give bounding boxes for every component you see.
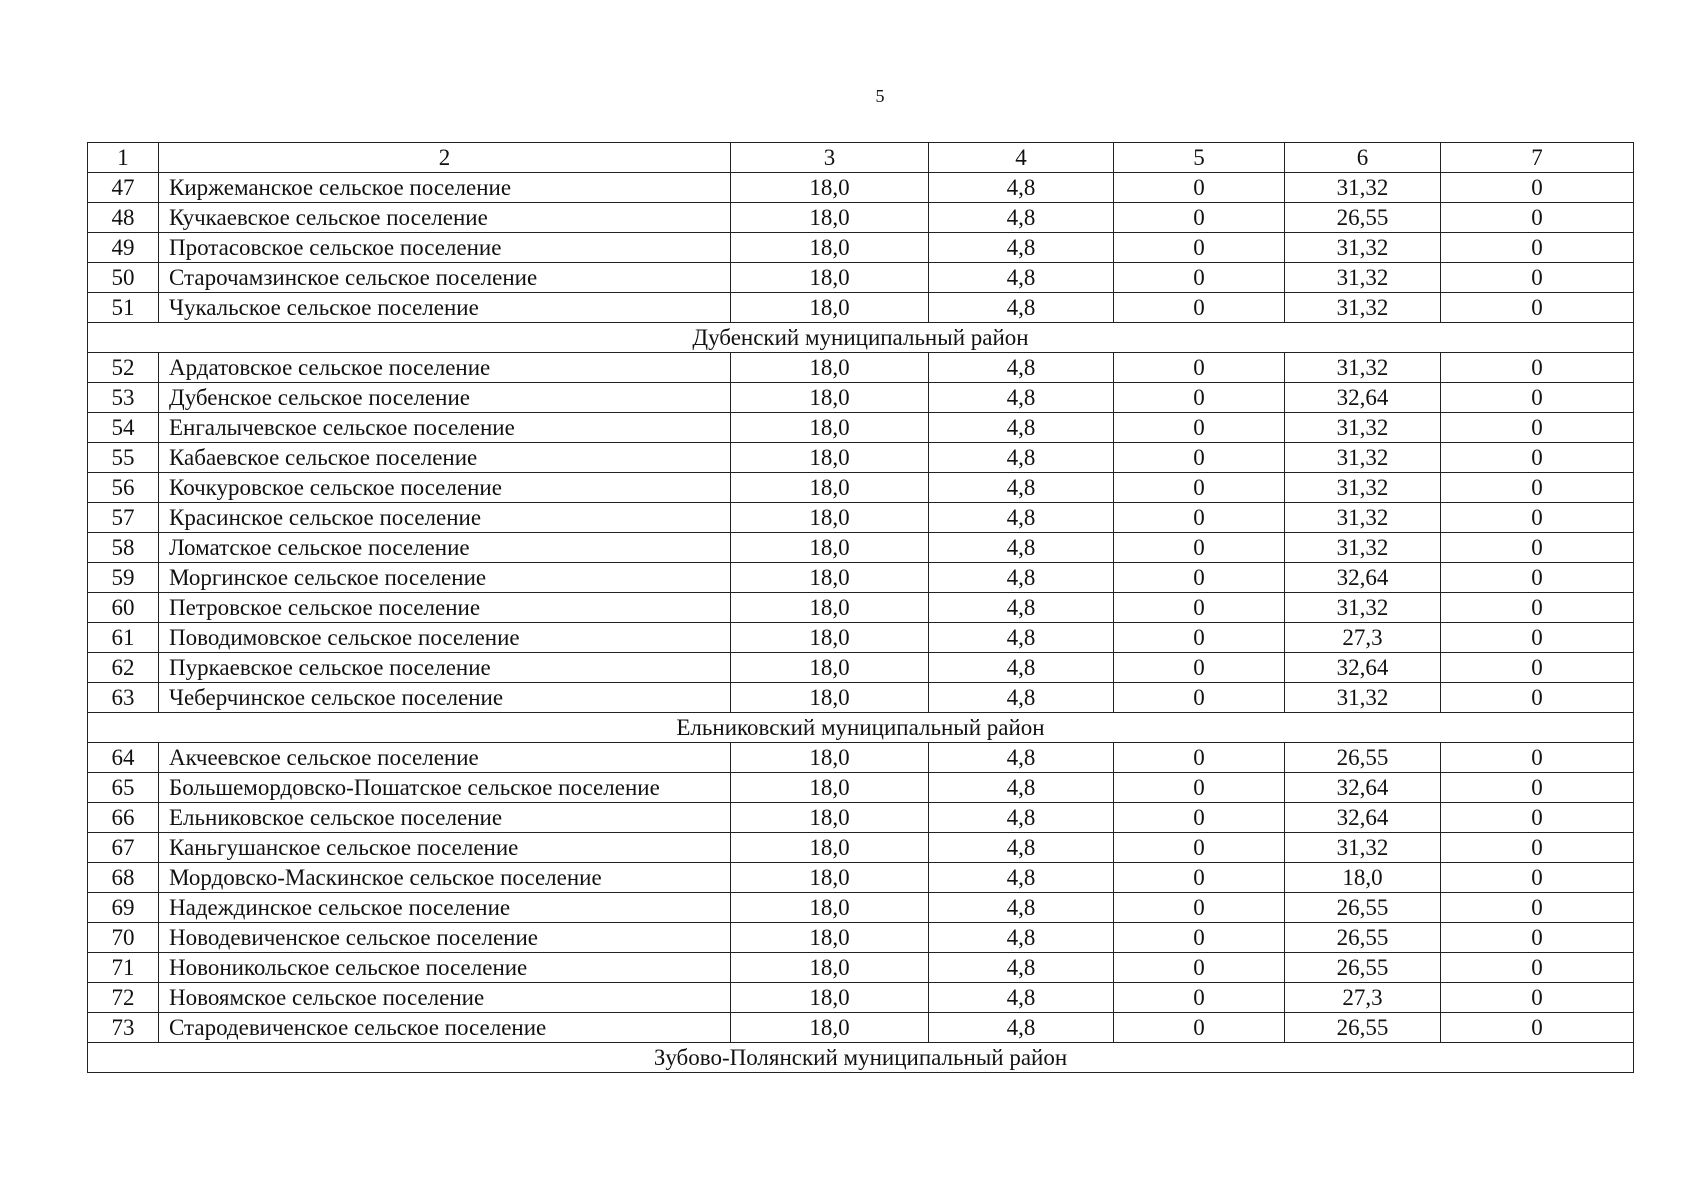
- row-number: 58: [88, 533, 159, 563]
- col3-value: 18,0: [731, 653, 929, 683]
- row-number: 56: [88, 473, 159, 503]
- col3-value: 18,0: [731, 563, 929, 593]
- col5-value: 0: [1114, 443, 1285, 473]
- settlement-name: Чукальское сельское поселение: [159, 293, 731, 323]
- col6-value: 32,64: [1285, 653, 1441, 683]
- col6-value: 18,0: [1285, 863, 1441, 893]
- col3-value: 18,0: [731, 443, 929, 473]
- col7-value: 0: [1441, 563, 1634, 593]
- col7-value: 0: [1441, 473, 1634, 503]
- col6-value: 32,64: [1285, 803, 1441, 833]
- row-number: 63: [88, 683, 159, 713]
- settlement-name: Большемордовско-Пошатское сельское поселение: [159, 773, 731, 803]
- col4-value: 4,8: [929, 503, 1114, 533]
- row-number: 51: [88, 293, 159, 323]
- table-row: [88, 923, 1634, 953]
- table-row: [88, 773, 1634, 803]
- col3-value: 18,0: [731, 863, 929, 893]
- row-number: 47: [88, 173, 159, 203]
- settlement-name: Каньгушанское сельское поселение: [159, 833, 731, 863]
- col4-value: 4,8: [929, 233, 1114, 263]
- col3-value: 18,0: [731, 983, 929, 1013]
- col6-value: 31,32: [1285, 443, 1441, 473]
- col5-value: 0: [1114, 413, 1285, 443]
- col3-value: 18,0: [731, 773, 929, 803]
- col3-value: 18,0: [731, 803, 929, 833]
- col6-value: 32,64: [1285, 383, 1441, 413]
- table-row: [88, 983, 1634, 1013]
- col5-value: 0: [1114, 503, 1285, 533]
- column-header-7: 7: [1441, 143, 1634, 173]
- col4-value: 4,8: [929, 293, 1114, 323]
- col5-value: 0: [1114, 203, 1285, 233]
- row-number: 70: [88, 923, 159, 953]
- col5-value: 0: [1114, 833, 1285, 863]
- col4-value: 4,8: [929, 833, 1114, 863]
- table-row: [88, 743, 1634, 773]
- table-row: [88, 893, 1634, 923]
- col4-value: 4,8: [929, 653, 1114, 683]
- col4-value: 4,8: [929, 743, 1114, 773]
- table-row: [88, 653, 1634, 683]
- col4-value: 4,8: [929, 953, 1114, 983]
- settlement-name: Петровское сельское поселение: [159, 593, 731, 623]
- col3-value: 18,0: [731, 173, 929, 203]
- col4-value: 4,8: [929, 623, 1114, 653]
- row-number: 55: [88, 443, 159, 473]
- col7-value: 0: [1441, 293, 1634, 323]
- col7-value: 0: [1441, 623, 1634, 653]
- row-number: 62: [88, 653, 159, 683]
- settlement-name: Новоямское сельское поселение: [159, 983, 731, 1013]
- column-header-row: [88, 143, 1634, 173]
- col5-value: 0: [1114, 743, 1285, 773]
- settlement-name: Енгалычевское сельское поселение: [159, 413, 731, 443]
- col6-value: 31,32: [1285, 233, 1441, 263]
- col5-value: 0: [1114, 923, 1285, 953]
- table-row: [88, 173, 1634, 203]
- district-header-row: [88, 713, 1634, 743]
- settlement-name: Акчеевское сельское поселение: [159, 743, 731, 773]
- col7-value: 0: [1441, 953, 1634, 983]
- table-row: [88, 263, 1634, 293]
- col3-value: 18,0: [731, 923, 929, 953]
- col7-value: 0: [1441, 503, 1634, 533]
- col7-value: 0: [1441, 593, 1634, 623]
- col3-value: 18,0: [731, 833, 929, 863]
- col6-value: 32,64: [1285, 563, 1441, 593]
- col4-value: 4,8: [929, 533, 1114, 563]
- settlement-name: Киржеманское сельское поселение: [159, 173, 731, 203]
- row-number: 69: [88, 893, 159, 923]
- col4-value: 4,8: [929, 413, 1114, 443]
- col7-value: 0: [1441, 773, 1634, 803]
- district-header-row: [88, 323, 1634, 353]
- col7-value: 0: [1441, 173, 1634, 203]
- row-number: 71: [88, 953, 159, 983]
- settlement-name: Старочамзинское сельское поселение: [159, 263, 731, 293]
- col6-value: 31,32: [1285, 293, 1441, 323]
- col3-value: 18,0: [731, 1013, 929, 1043]
- col7-value: 0: [1441, 923, 1634, 953]
- settlement-name: Ломатское сельское поселение: [159, 533, 731, 563]
- col4-value: 4,8: [929, 683, 1114, 713]
- col6-value: 31,32: [1285, 413, 1441, 443]
- table-row: [88, 353, 1634, 383]
- col6-value: 26,55: [1285, 1013, 1441, 1043]
- col7-value: 0: [1441, 683, 1634, 713]
- settlement-name: Новоникольское сельское поселение: [159, 953, 731, 983]
- col3-value: 18,0: [731, 413, 929, 443]
- col5-value: 0: [1114, 1013, 1285, 1043]
- row-number: 61: [88, 623, 159, 653]
- settlement-name: Поводимовское сельское поселение: [159, 623, 731, 653]
- col5-value: 0: [1114, 533, 1285, 563]
- col5-value: 0: [1114, 983, 1285, 1013]
- col3-value: 18,0: [731, 233, 929, 263]
- col7-value: 0: [1441, 653, 1634, 683]
- table-row: [88, 503, 1634, 533]
- col4-value: 4,8: [929, 593, 1114, 623]
- row-number: 65: [88, 773, 159, 803]
- column-header-1: 1: [88, 143, 159, 173]
- col6-value: 31,32: [1285, 503, 1441, 533]
- col5-value: 0: [1114, 173, 1285, 203]
- col5-value: 0: [1114, 893, 1285, 923]
- col4-value: 4,8: [929, 203, 1114, 233]
- col7-value: 0: [1441, 743, 1634, 773]
- table-row: [88, 413, 1634, 443]
- settlement-name: Протасовское сельское поселение: [159, 233, 731, 263]
- column-header-5: 5: [1114, 143, 1285, 173]
- col4-value: 4,8: [929, 383, 1114, 413]
- col3-value: 18,0: [731, 623, 929, 653]
- table-row: [88, 473, 1634, 503]
- row-number: 67: [88, 833, 159, 863]
- col7-value: 0: [1441, 413, 1634, 443]
- table-row: [88, 443, 1634, 473]
- col3-value: 18,0: [731, 203, 929, 233]
- district-title: Дубенский муниципальный район: [88, 323, 1634, 353]
- col6-value: 31,32: [1285, 353, 1441, 383]
- col6-value: 31,32: [1285, 593, 1441, 623]
- col3-value: 18,0: [731, 533, 929, 563]
- col7-value: 0: [1441, 233, 1634, 263]
- table-row: [88, 863, 1634, 893]
- col4-value: 4,8: [929, 173, 1114, 203]
- col7-value: 0: [1441, 533, 1634, 563]
- col6-value: 31,32: [1285, 833, 1441, 863]
- col6-value: 31,32: [1285, 173, 1441, 203]
- col4-value: 4,8: [929, 263, 1114, 293]
- col5-value: 0: [1114, 593, 1285, 623]
- col4-value: 4,8: [929, 893, 1114, 923]
- settlement-name: Новодевиченское сельское поселение: [159, 923, 731, 953]
- col4-value: 4,8: [929, 1013, 1114, 1043]
- col6-value: 31,32: [1285, 473, 1441, 503]
- row-number: 57: [88, 503, 159, 533]
- page-number: 5: [875, 86, 885, 106]
- col3-value: 18,0: [731, 503, 929, 533]
- settlement-name: Чеберчинское сельское поселение: [159, 683, 731, 713]
- col4-value: 4,8: [929, 863, 1114, 893]
- col6-value: 26,55: [1285, 203, 1441, 233]
- col6-value: 32,64: [1285, 773, 1441, 803]
- col4-value: 4,8: [929, 803, 1114, 833]
- table-row: [88, 533, 1634, 563]
- row-number: 60: [88, 593, 159, 623]
- col7-value: 0: [1441, 893, 1634, 923]
- col7-value: 0: [1441, 983, 1634, 1013]
- col3-value: 18,0: [731, 893, 929, 923]
- col5-value: 0: [1114, 233, 1285, 263]
- col7-value: 0: [1441, 383, 1634, 413]
- settlement-name: Ельниковское сельское поселение: [159, 803, 731, 833]
- settlement-name: Красинское сельское поселение: [159, 503, 731, 533]
- table-row: [88, 683, 1634, 713]
- col7-value: 0: [1441, 203, 1634, 233]
- col6-value: 31,32: [1285, 533, 1441, 563]
- col7-value: 0: [1441, 263, 1634, 293]
- row-number: 68: [88, 863, 159, 893]
- col4-value: 4,8: [929, 923, 1114, 953]
- settlement-name: Моргинское сельское поселение: [159, 563, 731, 593]
- col4-value: 4,8: [929, 353, 1114, 383]
- col3-value: 18,0: [731, 683, 929, 713]
- table-row: [88, 953, 1634, 983]
- col4-value: 4,8: [929, 773, 1114, 803]
- col5-value: 0: [1114, 473, 1285, 503]
- col4-value: 4,8: [929, 563, 1114, 593]
- col7-value: 0: [1441, 1013, 1634, 1043]
- table-row: [88, 833, 1634, 863]
- col3-value: 18,0: [731, 593, 929, 623]
- col6-value: 31,32: [1285, 683, 1441, 713]
- col5-value: 0: [1114, 623, 1285, 653]
- settlement-name: Дубенское сельское поселение: [159, 383, 731, 413]
- table-row: [88, 203, 1634, 233]
- district-title: Зубово-Полянский муниципальный район: [88, 1043, 1634, 1073]
- col5-value: 0: [1114, 353, 1285, 383]
- column-header-3: 3: [731, 143, 929, 173]
- table-row: [88, 233, 1634, 263]
- col7-value: 0: [1441, 833, 1634, 863]
- settlement-name: Стародевиченское сельское поселение: [159, 1013, 731, 1043]
- col6-value: 26,55: [1285, 743, 1441, 773]
- settlement-name: Кочкуровское сельское поселение: [159, 473, 731, 503]
- table-row: [88, 593, 1634, 623]
- data-table: [87, 142, 1634, 1073]
- col6-value: 26,55: [1285, 923, 1441, 953]
- col4-value: 4,8: [929, 473, 1114, 503]
- table-row: [88, 563, 1634, 593]
- column-header-6: 6: [1285, 143, 1441, 173]
- col3-value: 18,0: [731, 293, 929, 323]
- col5-value: 0: [1114, 653, 1285, 683]
- col3-value: 18,0: [731, 263, 929, 293]
- row-number: 64: [88, 743, 159, 773]
- col6-value: 26,55: [1285, 953, 1441, 983]
- col5-value: 0: [1114, 293, 1285, 323]
- row-number: 48: [88, 203, 159, 233]
- col5-value: 0: [1114, 383, 1285, 413]
- district-header-row: [88, 1043, 1634, 1073]
- table-row: [88, 623, 1634, 653]
- table-row: [88, 803, 1634, 833]
- col5-value: 0: [1114, 683, 1285, 713]
- col5-value: 0: [1114, 803, 1285, 833]
- col3-value: 18,0: [731, 353, 929, 383]
- col4-value: 4,8: [929, 443, 1114, 473]
- settlement-name: Кабаевское сельское поселение: [159, 443, 731, 473]
- col5-value: 0: [1114, 953, 1285, 983]
- table-row: [88, 383, 1634, 413]
- row-number: 73: [88, 1013, 159, 1043]
- row-number: 49: [88, 233, 159, 263]
- row-number: 52: [88, 353, 159, 383]
- table-body: [88, 143, 1634, 1073]
- col6-value: 27,3: [1285, 623, 1441, 653]
- row-number: 59: [88, 563, 159, 593]
- settlement-name: Кучкаевское сельское поселение: [159, 203, 731, 233]
- column-header-2: 2: [159, 143, 731, 173]
- row-number: 72: [88, 983, 159, 1013]
- col6-value: 26,55: [1285, 893, 1441, 923]
- col5-value: 0: [1114, 863, 1285, 893]
- settlement-name: Надеждинское сельское поселение: [159, 893, 731, 923]
- row-number: 66: [88, 803, 159, 833]
- col3-value: 18,0: [731, 383, 929, 413]
- col5-value: 0: [1114, 773, 1285, 803]
- table-row: [88, 293, 1634, 323]
- col7-value: 0: [1441, 353, 1634, 383]
- row-number: 53: [88, 383, 159, 413]
- settlement-name: Мордовско-Маскинское сельское поселение: [159, 863, 731, 893]
- col7-value: 0: [1441, 443, 1634, 473]
- column-header-4: 4: [929, 143, 1114, 173]
- col3-value: 18,0: [731, 743, 929, 773]
- col3-value: 18,0: [731, 953, 929, 983]
- district-title: Ельниковский муниципальный район: [88, 713, 1634, 743]
- col7-value: 0: [1441, 803, 1634, 833]
- table-row: [88, 1013, 1634, 1043]
- col5-value: 0: [1114, 263, 1285, 293]
- col5-value: 0: [1114, 563, 1285, 593]
- col3-value: 18,0: [731, 473, 929, 503]
- col4-value: 4,8: [929, 983, 1114, 1013]
- col7-value: 0: [1441, 863, 1634, 893]
- row-number: 54: [88, 413, 159, 443]
- col6-value: 31,32: [1285, 263, 1441, 293]
- settlement-name: Ардатовское сельское поселение: [159, 353, 731, 383]
- col6-value: 27,3: [1285, 983, 1441, 1013]
- settlement-name: Пуркаевское сельское поселение: [159, 653, 731, 683]
- row-number: 50: [88, 263, 159, 293]
